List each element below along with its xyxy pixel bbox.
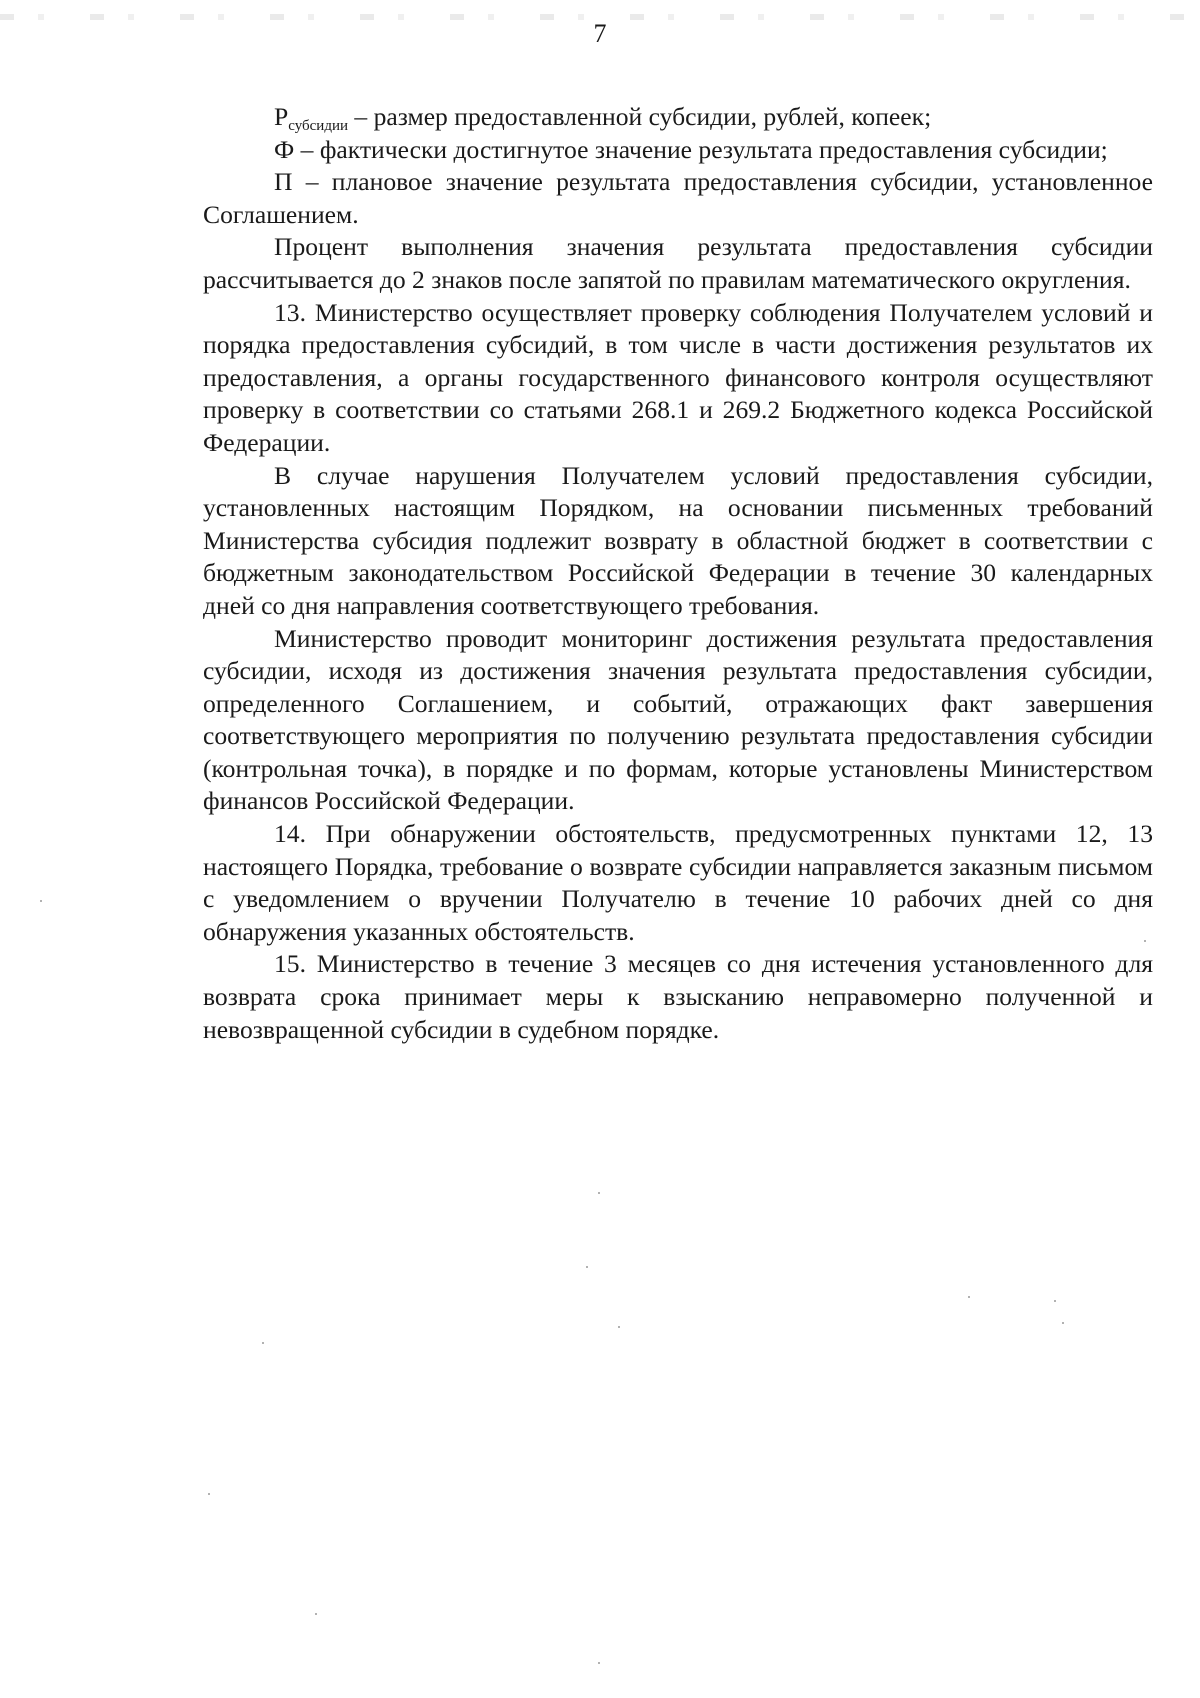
term-r-subscript: субсидии xyxy=(288,118,348,134)
scan-speck xyxy=(208,1493,210,1495)
paragraph-14: 14. При обнаружении обстоятельств, предусмотренных пунктами 12, 13 настоящего Порядка, требование о возврате субсидии направляется заказным письмом с уведомлением о вручении Получателю в течение 10 рабочих дней со дня обнаружения указанных обстоятельств. xyxy=(203,819,1153,946)
paragraph-15: 15. Министерство в течение 3 месяцев со дня истечения установленного для возврата срока принимает меры к взысканию неправомерно полученной и невозвращенной субсидии в судебном порядке. xyxy=(203,949,1153,1044)
scan-speck xyxy=(262,1342,264,1344)
scan-speck xyxy=(1144,940,1146,942)
scan-speck xyxy=(598,1662,600,1664)
paragraph-violation: В случае нарушения Получателем условий предоставления субсидии, установленных настоящим Порядком, на основании письменных требований Министерства субсидия подлежит возврату в областной бюджет в соответствии с бюджетным законодательством Российской Федерации в течение 30 календарных дней со дня направления соответствующего требования. xyxy=(203,460,1153,620)
paragraph-rounding: Процент выполнения значения результата предоставления субсидии рассчитывается до 2 знаков после запятой по правилам математического округления. xyxy=(203,232,1153,294)
formula-term-f: Ф – фактически достигнутое значение результата предоставления субсидии; xyxy=(274,134,1108,164)
scan-speck xyxy=(618,1326,620,1328)
scan-speck xyxy=(598,1192,600,1194)
paragraph-monitoring: Министерство проводит мониторинг достижения результата предоставления субсидии, исходя из достижения значения результата предоставления субсидии, определенного Соглашением, и событий, отражающих факт завершения соответствующего мероприятия по получению результата предоставления субсидии (контрольная точка), в порядке и по формам, которые установлены Министерством финансов Российской Федерации. xyxy=(203,623,1153,816)
term-r-definition: – размер предоставленной субсидии, рублей, копеек; xyxy=(348,102,932,131)
scan-speck xyxy=(40,900,42,902)
document-body xyxy=(203,101,1153,1046)
paragraph-13: 13. Министерство осуществляет проверку соблюдения Получателем условий и порядка предоставления субсидий, в том числе в части достижения результатов их предоставления, а органы государственного финансового контроля осуществляют проверку в соответствии со статьями 268.1 и 269.2 Бюджетного кодекса Российской Федерации. xyxy=(203,297,1153,457)
scan-speck xyxy=(1054,1300,1056,1302)
scan-speck xyxy=(315,1613,317,1615)
formula-term-r xyxy=(203,101,1153,134)
scan-speck xyxy=(586,1266,588,1268)
scan-speck xyxy=(1062,1322,1064,1324)
page-number: 7 xyxy=(593,19,607,48)
formula-term-p: П – плановое значение результата предоставления субсидии, установленное Соглашением. xyxy=(203,167,1153,229)
scan-speck xyxy=(968,1296,970,1298)
term-r-letter: Р xyxy=(274,102,289,131)
